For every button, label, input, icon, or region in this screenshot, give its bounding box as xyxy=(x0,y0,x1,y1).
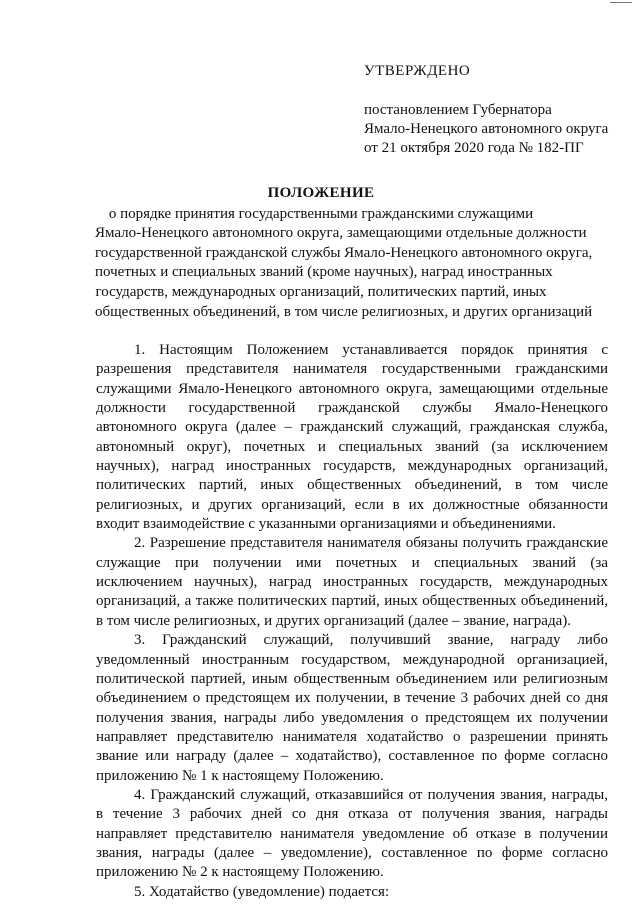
paragraph-2: 2. Разрешение представителя нанимателя обязаны получить гражданские служащие при получении ими почетных и специальных званий (за исключением научных), наград иностранных государств, международных организаций, а также политических партий, иных общественных объединений, в том числе религиозных, и других организаций (далее – звание, награда). xyxy=(96,535,608,629)
document-subtitle-line: общественных объединений, в том числе религиозных, и других организаций xyxy=(95,303,593,320)
approval-stamp: УТВЕРЖДЕНО xyxy=(364,63,471,79)
approval-line-region: Ямало-Ненецкого автономного округа xyxy=(364,121,609,137)
document-title-block xyxy=(95,184,593,322)
document-subtitle-line: о порядке принятия государственными гражданскими служащими xyxy=(108,205,534,222)
document-subtitle-line: государств, международных организаций, политических партий, иных xyxy=(95,283,547,300)
document-subtitle-line: Ямало-Ненецкого автономного округа, замещающими отдельные должности xyxy=(95,225,587,242)
paragraph-5: 5. Ходатайство (уведомление) подается: xyxy=(134,883,390,900)
document-subtitle-line: почетных и специальных званий (кроме научных), наград иностранных xyxy=(95,264,553,281)
paragraph-3: 3. Гражданский служащий, получивший звание, награду либо уведомленный иностранным государством, международной организацией, политической партией, иным общественным объединением или религиозным объединением о предстоящем их получении, в течение 3 рабочих дней со дня получения звания, награды либо уведомления о предстоящем их получении направляет представителю нанимателя ходатайство о разрешении принять звание или награду (далее – ходатайство), составленное по форме согласно приложению № 1 к настоящему Положению. xyxy=(96,632,608,784)
scan-corner-mark xyxy=(610,2,632,3)
document-heading: ПОЛОЖЕНИЕ xyxy=(267,185,375,201)
approval-block xyxy=(364,62,634,158)
paragraph-1: 1. Настоящим Положением устанавливается порядок принятия с разрешения представителя нанимателя государственными гражданскими служащими Ямало-Ненецкого автономного округа, замещающими отдельные должности государственной гражданской службы Ямало-Ненецкого автономного округа (далее – гражданский служащий, гражданская служба, автономный округ), почетных и специальных званий (за исключением научных), наград иностранных государств, международных организаций, политических партий, иных общественных объединений, в том числе религиозных, и других организаций, если в их должностные обязанности входит взаимодействие с указанными организациями и объединениями. xyxy=(96,342,608,533)
document-body xyxy=(96,341,608,902)
approval-line-date: от 21 октября 2020 года № 182-ПГ xyxy=(364,140,584,156)
document-subtitle-line: государственной гражданской службы Ямало-Ненецкого автономного округа, xyxy=(95,244,593,261)
paragraph-4: 4. Гражданский служащий, отказавшийся от получения звания, награды, в течение 3 рабочих дней со дня отказа от получения звания, награды направляет представителю нанимателя уведомление об отказе в получении звания, награды (далее – уведомление), составленное по форме согласно приложению № 2 к настоящему Положению. xyxy=(96,786,608,881)
approval-line-decree: постановлением Губернатора xyxy=(364,102,552,118)
